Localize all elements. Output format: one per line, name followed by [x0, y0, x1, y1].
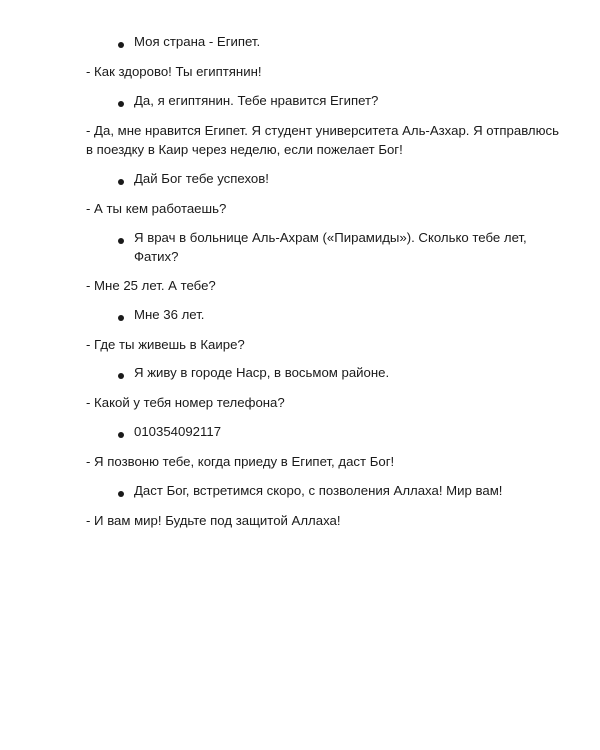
dialogue-dash-line: - Я позвоню тебе, когда приеду в Египет, даст Бог! — [86, 454, 395, 469]
bullet-icon — [118, 238, 124, 244]
dialogue-dash-line: - Какой у тебя номер телефона? — [86, 395, 285, 410]
dialogue-bullet-line: Я живу в городе Наср, в восьмом районе. — [134, 365, 390, 380]
dialogue-dash-line: - А ты кем работаешь? — [86, 201, 227, 216]
dialogue-bullet-line: Фатих? — [134, 249, 179, 264]
dialogue-bullet-line: Моя страна - Египет. — [134, 34, 261, 49]
dialogue-bullet-line: Я врач в больнице Аль-Ахрам («Пирамиды»). Сколько тебе лет, — [134, 230, 527, 245]
dialogue-bullet-line: Дай Бог тебе успехов! — [134, 171, 269, 186]
dialogue-dash-line: - Где ты живешь в Каире? — [86, 337, 245, 352]
dialogue-dash-line: - И вам мир! Будьте под защитой Аллаха! — [86, 513, 341, 528]
dialogue-bullet-line: Мне 36 лет. — [134, 307, 205, 322]
bullet-icon — [118, 373, 124, 379]
dialogue-bullet-line: Даст Бог, встретимся скоро, с позволения Аллаха! Мир вам! — [134, 483, 503, 498]
bullet-icon — [118, 432, 124, 438]
bullet-icon — [118, 491, 124, 497]
dialogue-dash-line: - Да, мне нравится Египет. Я студент университета Аль-Азхар. Я отправлюсь — [86, 123, 559, 138]
dialogue-bullet-line: Да, я египтянин. Тебе нравится Египет? — [134, 93, 379, 108]
dialogue-dash-line: в поездку в Каир через неделю, если пожелает Бог! — [86, 142, 403, 157]
bullet-icon — [118, 179, 124, 185]
bullet-icon — [118, 315, 124, 321]
dialogue-dash-line: - Как здорово! Ты египтянин! — [86, 64, 262, 79]
dialogue-dash-line: - Мне 25 лет. А тебе? — [86, 278, 216, 293]
bullet-icon — [118, 42, 124, 48]
dialogue-bullet-line: 010354092117 — [134, 424, 222, 439]
bullet-icon — [118, 101, 124, 107]
